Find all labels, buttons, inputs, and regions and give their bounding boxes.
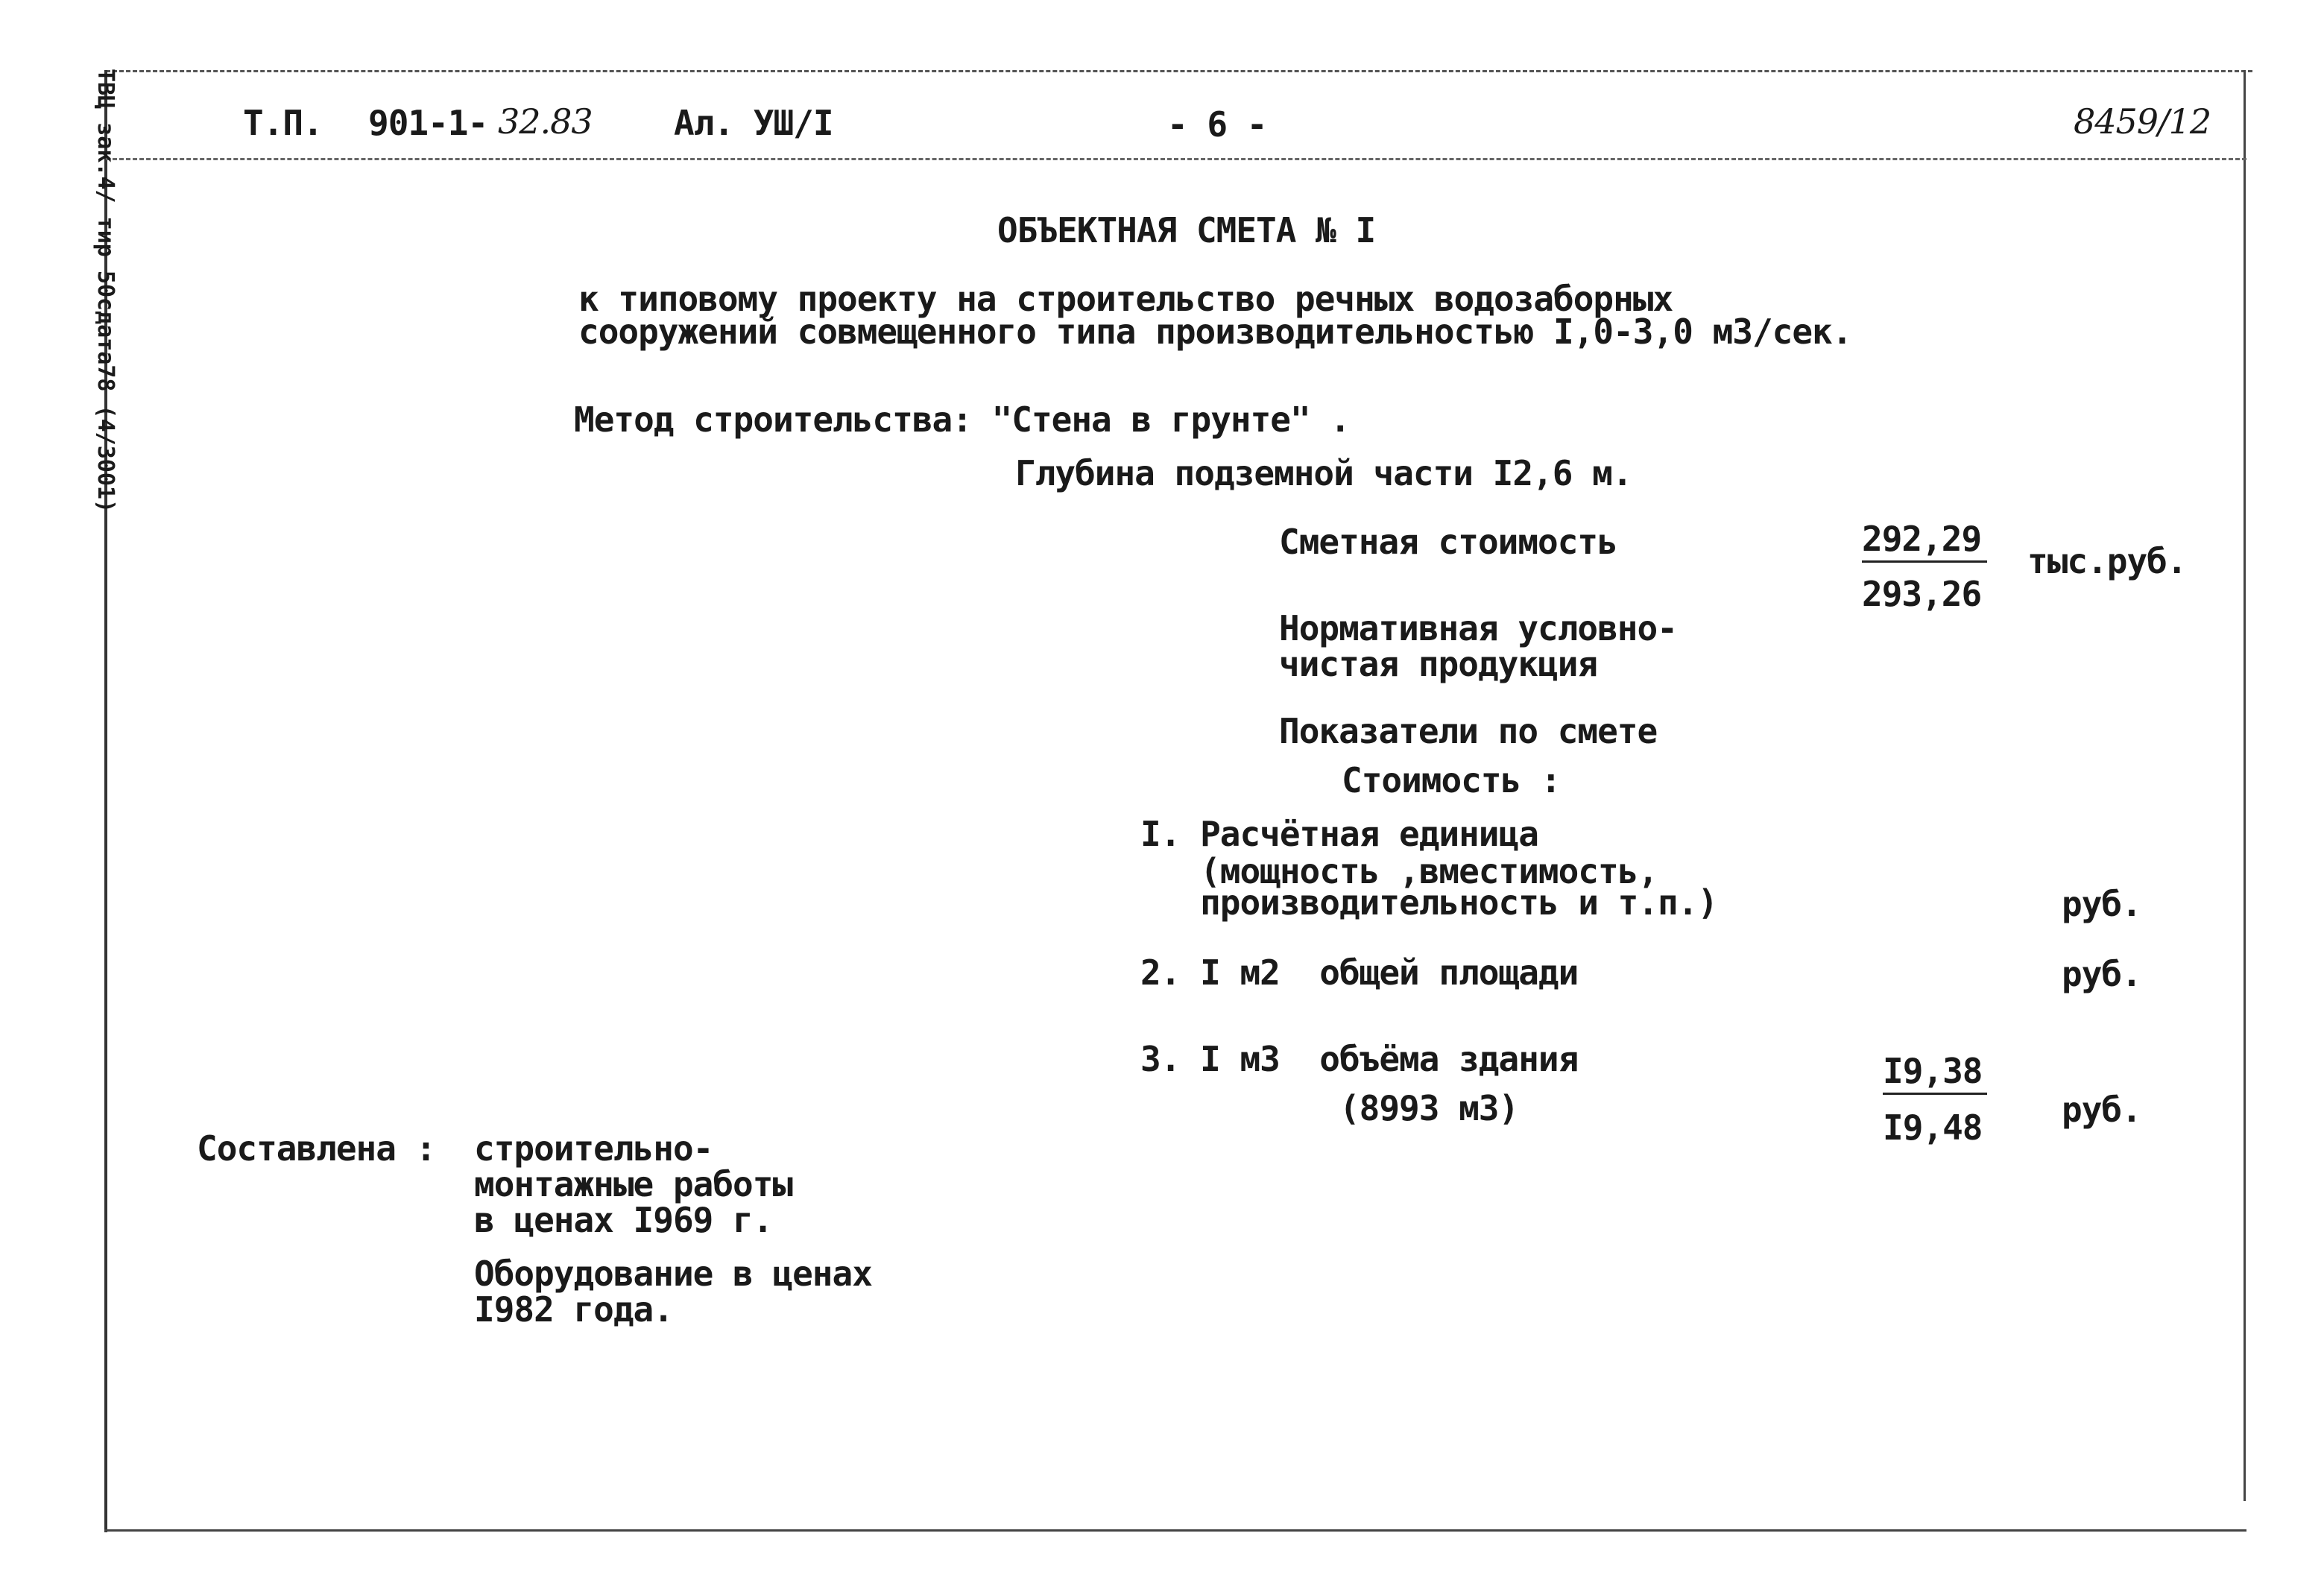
- item-3-value-bottom: I9,48: [1883, 1107, 1983, 1148]
- indicators-label: Показатели по смете: [1279, 711, 1658, 751]
- compiled-label: Составлена :: [197, 1128, 436, 1169]
- header-album: Ал. УШ/I: [674, 103, 833, 143]
- compiled-line-3: в ценах I969 г.: [474, 1200, 773, 1240]
- estimate-cost-label: Сметная стоимость: [1279, 522, 1617, 562]
- subtitle-line-1: к типовому проекту на строительство речных водозаборных: [578, 279, 1673, 319]
- estimate-cost-unit: тыс.руб.: [2027, 541, 2187, 581]
- item-2-unit: руб.: [2062, 954, 2141, 994]
- compiled-line-1: строительно-: [474, 1128, 713, 1169]
- item-1-line-1: I. Расчётная единица: [1140, 814, 1538, 854]
- item-3-unit: руб.: [2062, 1090, 2141, 1130]
- margin-stamp-text: ТВЦ зак.4/ тир 50сдата78 (4/3001): [92, 69, 119, 514]
- cost-label: Стоимость :: [1342, 760, 1561, 800]
- header-divider: [106, 158, 2246, 160]
- subtitle-line-2: сооружений совмещенного типа производительностью I,0-3,0 м3/сек.: [578, 312, 1852, 352]
- item-3-fraction-line: [1883, 1093, 1987, 1095]
- margin-stamp: [60, 69, 119, 590]
- frame-right-border: [2244, 70, 2246, 1501]
- estimate-cost-value-top: 292,29: [1862, 519, 1982, 559]
- document-title: ОБЪЕКТНАЯ СМЕТА № I: [997, 210, 1376, 250]
- estimate-cost-value-bottom: 293,26: [1862, 574, 1982, 614]
- net-product-line-2: чистая продукция: [1279, 644, 1598, 684]
- frame-top-border: [106, 70, 2252, 72]
- underground-depth: Глубина подземной части I2,6 м.: [1015, 453, 1632, 493]
- item-3-line-2: (8993 м3): [1140, 1088, 1519, 1128]
- net-product-line-1: Нормативная условно-: [1279, 608, 1677, 648]
- header-inventory-number: 8459/12: [2074, 101, 2211, 142]
- item-3-line-1: 3. I м3 объёма здания: [1140, 1039, 1579, 1079]
- item-3-value-top: I9,38: [1883, 1051, 1983, 1091]
- header-series-suffix: 32.83: [498, 101, 593, 142]
- compiled-line-2: монтажные работы: [474, 1164, 793, 1204]
- header-series-prefix: Т.П.: [243, 103, 323, 143]
- estimate-cost-fraction-line: [1862, 560, 1987, 563]
- item-1-line-2: (мощность ,вместимость,: [1140, 851, 1658, 891]
- construction-method: Метод строительства: "Стена в грунте" .: [574, 399, 1351, 440]
- item-1-unit: руб.: [2062, 884, 2141, 924]
- header-series-number: 901-1-: [368, 103, 488, 143]
- item-2-line-1: 2. I м2 общей площади: [1140, 952, 1579, 993]
- frame-bottom-border: [104, 1529, 2246, 1532]
- header-page-number: - 6 -: [1167, 104, 1267, 145]
- compiled-line-4: Оборудование в ценах: [474, 1254, 872, 1294]
- item-1-line-3: производительность и т.п.): [1140, 882, 1718, 923]
- compiled-line-5: I982 года.: [474, 1289, 673, 1330]
